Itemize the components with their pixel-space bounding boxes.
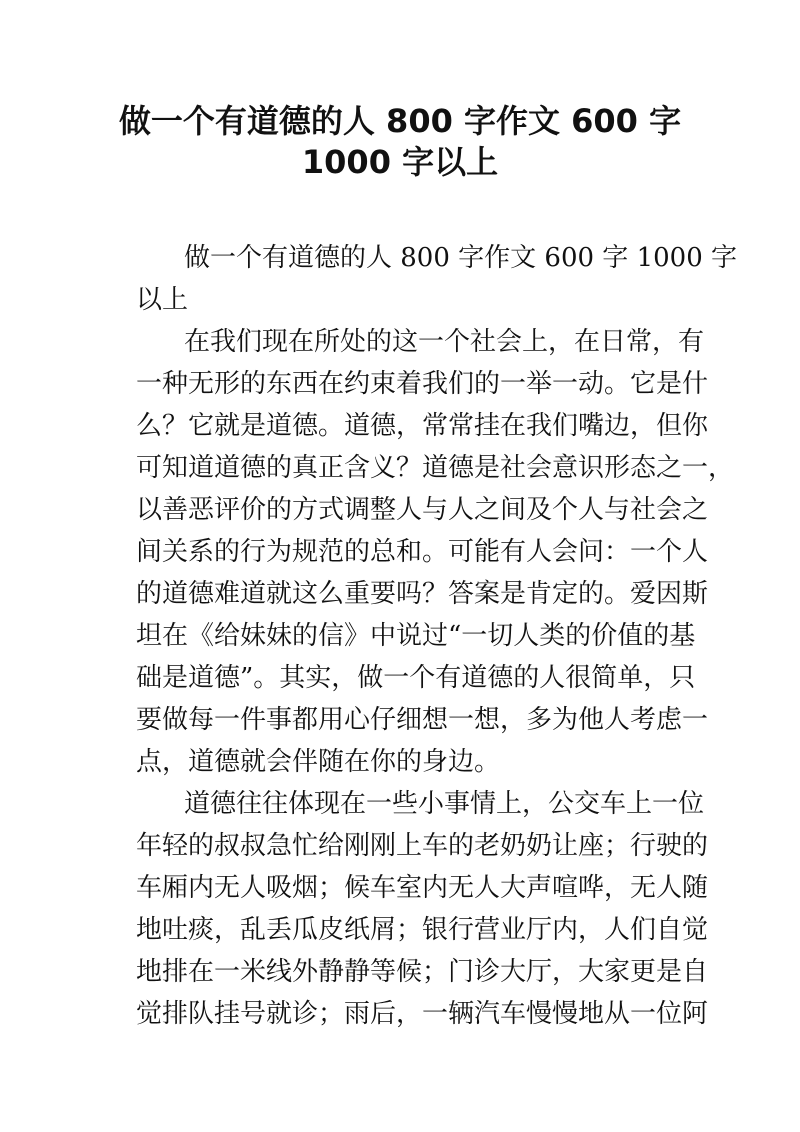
body-line: 么？它就是道德。道德，常常挂在我们嘴边，但你 <box>136 411 709 441</box>
body-line: 以上 <box>136 285 189 315</box>
body-line: 以善恶评价的方式调整人与人之间及个人与社会之 <box>136 495 709 525</box>
body-line: 地排在一米线外静静等候；门诊大厅，大家更是自 <box>136 957 709 987</box>
body-line: 车厢内无人吸烟；候车室内无人大声喧哗，无人随 <box>136 873 709 903</box>
body-line: 地吐痰，乱丢瓜皮纸屑；银行营业厅内，人们自觉 <box>136 915 709 945</box>
body-line: 坦在《给妹妹的信》中说过“一切人类的价值的基 <box>136 621 696 651</box>
body-line: 间关系的行为规范的总和。可能有人会问：一个人 <box>136 537 709 567</box>
body-line: 年轻的叔叔急忙给刚刚上车的老奶奶让座；行驶的 <box>136 831 709 861</box>
document-title-line-1: 做一个有道德的人 800 字作文 600 字 <box>118 102 682 140</box>
body-line: 可知道道德的真正含义？道德是社会意识形态之一， <box>136 453 735 483</box>
body-line: 觉排队挂号就诊；雨后，一辆汽车慢慢地从一位阿 <box>136 999 709 1029</box>
body-line: 道德往往体现在一些小事情上，公交车上一位 <box>184 789 705 819</box>
body-line: 点，道德就会伴随在你的身边。 <box>136 747 501 777</box>
document-title-line-2: 1000 字以上 <box>301 143 499 181</box>
body-line: 在我们现在所处的这一个社会上，在日常，有 <box>184 327 705 357</box>
body-line: 础是道德”。其实，做一个有道德的人很简单，只 <box>136 663 696 693</box>
body-line: 一种无形的东西在约束着我们的一举一动。它是什 <box>136 369 709 399</box>
body-line: 的道德难道就这么重要吗？答案是肯定的。爱因斯 <box>136 579 709 609</box>
body-line: 做一个有道德的人 800 字作文 600 字 1000 字 <box>184 243 738 273</box>
body-line: 要做每一件事都用心仔细想一想，多为他人考虑一 <box>136 705 709 735</box>
